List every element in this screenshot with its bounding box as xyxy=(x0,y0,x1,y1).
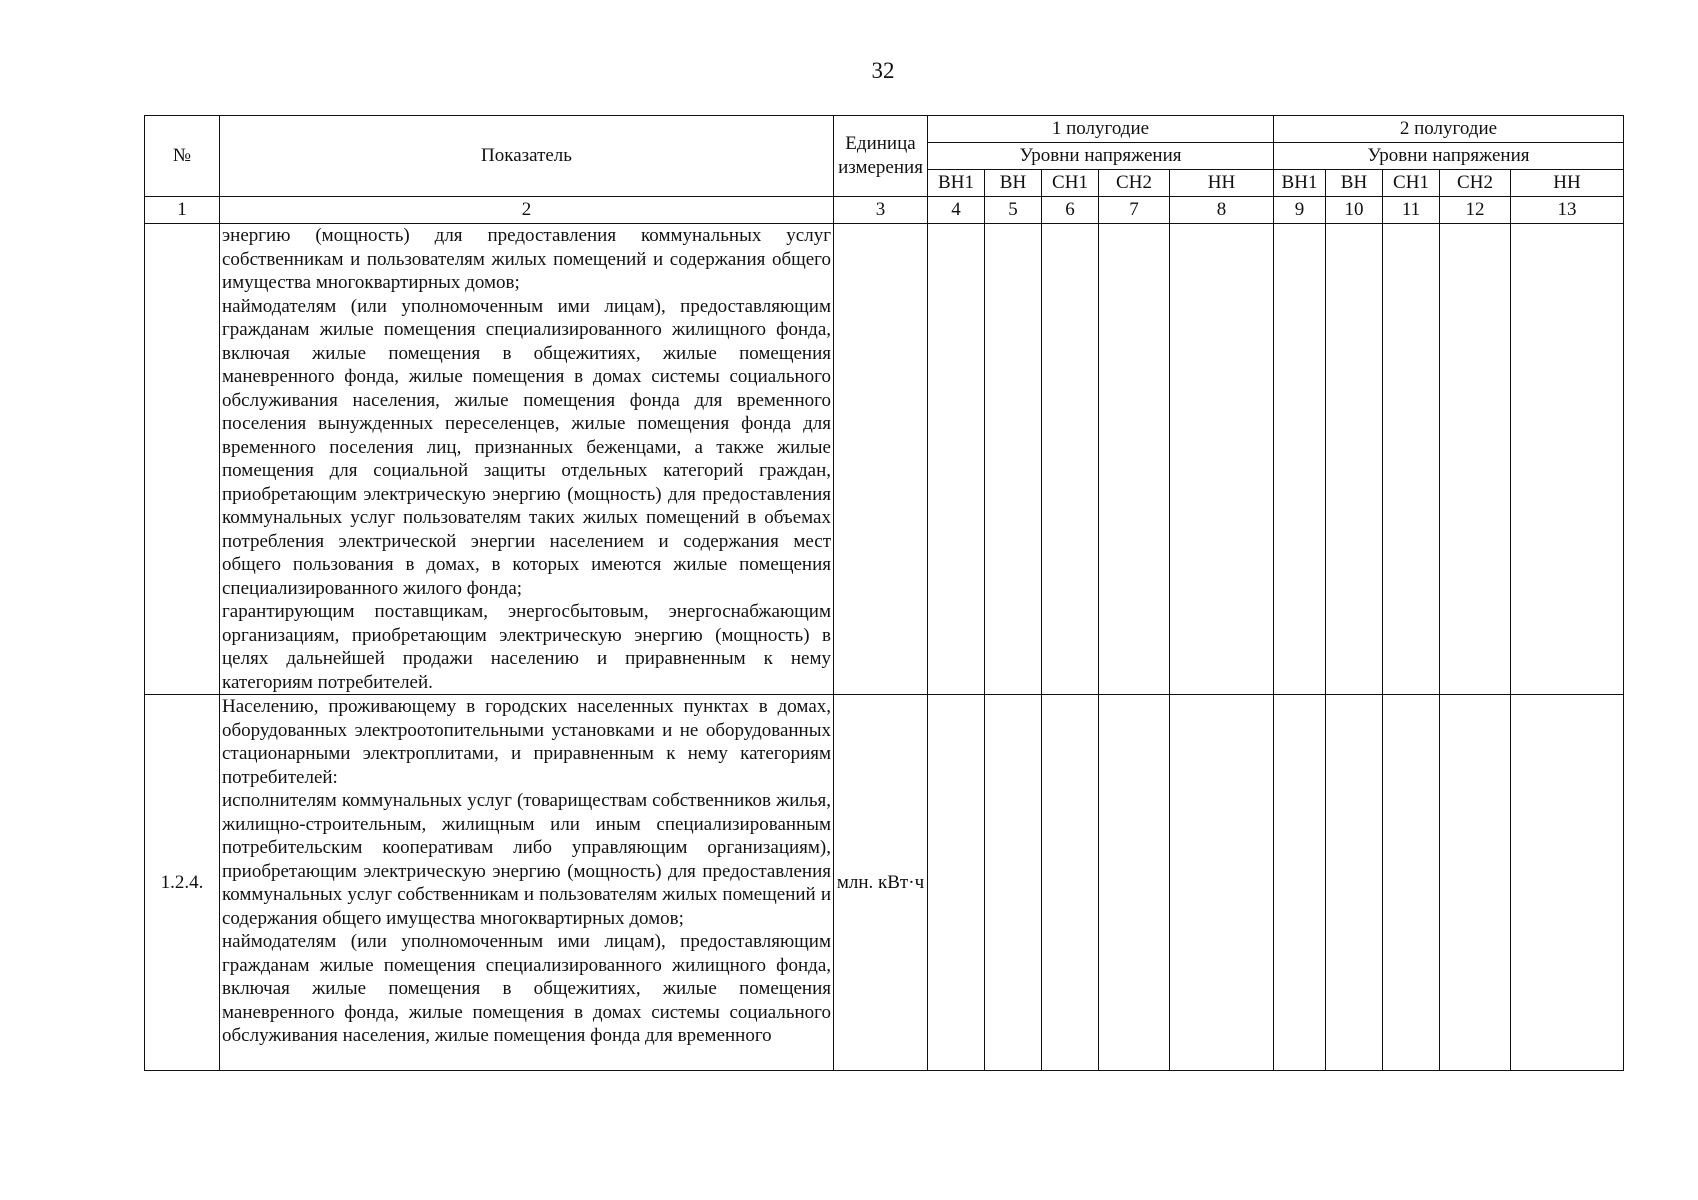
paragraph: наймодателям (или уполномоченным ими лицам), предоставляющим гражданам жилые помещения специализированного жилищного фонда, включая жилые помещения в общежитиях, жилые помещения маневренного фонда, жилые помещения в домах системы социального обслуживания населения, жилые помещения фонда для временного xyxy=(222,931,831,1046)
header-unit: Единица измерения xyxy=(834,116,928,197)
value-cell xyxy=(1511,224,1624,695)
column-numbers-row xyxy=(145,197,1624,224)
row-num: 1.2.4. xyxy=(145,695,220,1071)
row-unit xyxy=(834,224,928,695)
value-cell xyxy=(928,695,985,1071)
row-num xyxy=(145,224,220,695)
col-number: 9 xyxy=(1274,197,1326,224)
level-vn-h1: ВН xyxy=(985,170,1042,197)
col-number: 10 xyxy=(1326,197,1383,224)
header-row-1 xyxy=(145,116,1624,143)
col-number: 8 xyxy=(1170,197,1274,224)
col-number: 12 xyxy=(1440,197,1511,224)
level-sn2-h2: СН2 xyxy=(1440,170,1511,197)
header-half2: 2 полугодие xyxy=(1274,116,1624,143)
paragraph: Населению, проживающему в городских населенных пунктах в домах, оборудованных электроотопительными установками и не оборудованных стационарными электроплитами, и приравненным к нему категориям потребителей: xyxy=(222,696,831,788)
col-number: 6 xyxy=(1042,197,1099,224)
value-cell xyxy=(928,224,985,695)
value-cell xyxy=(1274,224,1326,695)
indicators-table xyxy=(144,115,1624,1071)
row-unit: млн. кВт·ч xyxy=(834,695,928,1071)
level-sn1-h1: СН1 xyxy=(1042,170,1099,197)
value-cell xyxy=(1099,695,1170,1071)
value-cell xyxy=(1274,695,1326,1071)
col-number: 11 xyxy=(1383,197,1440,224)
header-voltage-levels-2: Уровни напряжения xyxy=(1274,143,1624,170)
col-number: 1 xyxy=(145,197,220,224)
row-indicator-text xyxy=(220,224,834,695)
header-voltage-levels-1: Уровни напряжения xyxy=(928,143,1274,170)
value-cell xyxy=(1326,695,1383,1071)
value-cell xyxy=(1170,224,1274,695)
paragraph: гарантирующим поставщикам, энергосбытовым, энергоснабжающим организациям, приобретающим электрическую энергию (мощность) в целях дальнейшей продажи населению и приравненным к нему категориям потребителей. xyxy=(222,601,831,693)
level-vn-h2: ВН xyxy=(1326,170,1383,197)
table-row xyxy=(145,224,1624,695)
row-indicator-text xyxy=(220,695,834,1071)
value-cell xyxy=(1042,695,1099,1071)
level-vn1-h2: ВН1 xyxy=(1274,170,1326,197)
col-number: 13 xyxy=(1511,197,1624,224)
paragraph: наймодателям (или уполномоченным ими лицам), предоставляющим гражданам жилые помещения специализированного жилищного фонда, включая жилые помещения в общежитиях, жилые помещения маневренного фонда, жилые помещения в домах системы социального обслуживания населения, жилые помещения фонда для временного поселения вынужденных переселенцев, жилые помещения фонда для временного поселения лиц, признанных беженцами, а также жилые помещения для социальной защиты отдельных категорий граждан, приобретающим электрическую энергию (мощность) для предоставления коммунальных услуг пользователям таких жилых помещений в объемах потребления электрической энергии населением и содержания мест общего пользования в домах, в которых имеются жилые помещения специализированного жилого фонда; xyxy=(222,295,831,599)
value-cell xyxy=(1383,695,1440,1071)
level-sn2-h1: СН2 xyxy=(1099,170,1170,197)
paragraph: энергию (мощность) для предоставления коммунальных услуг собственникам и пользователям жилых помещений и содержания общего имущества многоквартирных домов; xyxy=(222,225,831,293)
value-cell xyxy=(1042,224,1099,695)
value-cell xyxy=(985,224,1042,695)
table-row xyxy=(145,695,1624,1071)
level-nn-h2: НН xyxy=(1511,170,1624,197)
header-half1: 1 полугодие xyxy=(928,116,1274,143)
value-cell xyxy=(1170,695,1274,1071)
col-number: 4 xyxy=(928,197,985,224)
value-cell xyxy=(1440,224,1511,695)
level-sn1-h2: СН1 xyxy=(1383,170,1440,197)
col-number: 7 xyxy=(1099,197,1170,224)
paragraph: исполнителям коммунальных услуг (товариществам собственников жилья, жилищно-строительным, жилищным или иным специализированным потребительским кооперативам либо управляющим организациям), приобретающим электрическую энергию (мощность) для предоставления коммунальных услуг собственникам и пользователям жилых помещений и содержания общего имущества многоквартирных домов; xyxy=(222,790,831,929)
page-number: 32 xyxy=(871,58,895,83)
col-number: 3 xyxy=(834,197,928,224)
value-cell xyxy=(1099,224,1170,695)
col-number: 2 xyxy=(220,197,834,224)
value-cell xyxy=(1326,224,1383,695)
header-num: № xyxy=(145,116,220,197)
value-cell xyxy=(1511,695,1624,1071)
value-cell xyxy=(1440,695,1511,1071)
value-cell xyxy=(985,695,1042,1071)
header-indicator: Показатель xyxy=(220,116,834,197)
value-cell xyxy=(1383,224,1440,695)
level-vn1-h1: ВН1 xyxy=(928,170,985,197)
level-nn-h1: НН xyxy=(1170,170,1274,197)
col-number: 5 xyxy=(985,197,1042,224)
